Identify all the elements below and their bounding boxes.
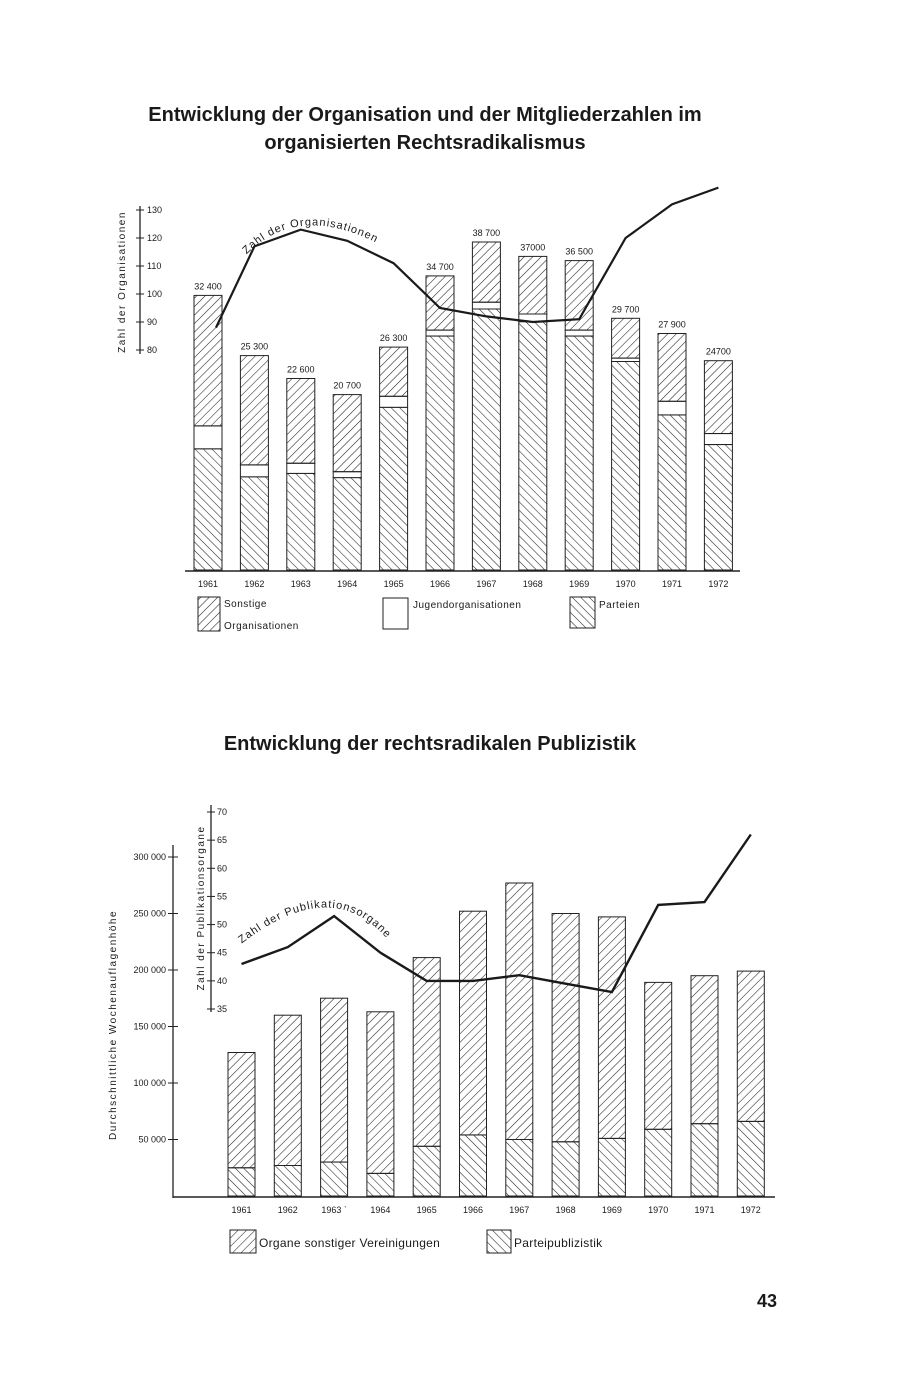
chart-2-bar-1963-organe-sonstiger-vereinigungen: [321, 998, 348, 1162]
chart-1-bar-1967-sonstige-organisationen: [472, 242, 500, 302]
chart-1-bar-1961-sonstige-organisationen: [194, 295, 222, 426]
chart-2-bar-1967-parteipublizistik: [506, 1140, 533, 1197]
chart-1-left-tick-100: 100: [147, 289, 163, 299]
chart-1-line-label-textpath: Zahl der Organisationen: [240, 216, 381, 257]
chart-1-left-axis: [117, 205, 162, 355]
chart-2-inner-ticks: [207, 807, 227, 1014]
chart-1-bar-1964-parteien: [333, 478, 361, 570]
chart-2-inner-tick-60: 60: [217, 863, 228, 874]
chart-2-bar-1972-parteipublizistik: [737, 1121, 764, 1196]
chart-1-bar-1965-sonstige-organisationen: [380, 347, 408, 396]
chart-2-bar-1970-parteipublizistik: [645, 1129, 672, 1196]
chart-2-x-label-1966: 1966: [462, 1205, 484, 1215]
chart-1-value-label-1966: 34 700: [426, 261, 454, 272]
chart-2-x-label-1971: 1971: [694, 1205, 715, 1215]
chart-1-value-label-1964: 20 700: [333, 380, 361, 391]
chart-2-line-label-textpath: Zahl der Publikationsorgane: [236, 898, 394, 947]
chart-1-x-label-1964: 1964: [337, 579, 358, 589]
legend-swatch-parteipublizistik: [487, 1230, 511, 1253]
chart-1-bar-1961-jugendorganisationen: [194, 426, 222, 449]
chart-1-left-tick-130: 130: [147, 205, 163, 215]
legend-swatch-sonstige: [198, 597, 220, 631]
chart-2-bar-1971-organe-sonstiger-vereinigungen: [691, 976, 718, 1124]
chart-2-x-label-1965: 1965: [416, 1205, 437, 1215]
chart-2-bar-1962-organe-sonstiger-vereinigungen: [274, 1015, 301, 1165]
chart-1-value-label-1971: 27 900: [658, 319, 686, 330]
chart-1-legend-sonstige: [198, 597, 299, 632]
chart-2-bar-1970-organe-sonstiger-vereinigungen: [645, 982, 672, 1129]
chart-1-left-axis-label: Zahl der Organisationen: [117, 211, 128, 353]
chart-2-left-axis-label: Durchschnittliche Wochenauflagenhöhe: [108, 909, 119, 1141]
chart-1-bar-1967-parteien: [472, 309, 500, 570]
chart-2-bar-1965-organe-sonstiger-vereinigungen: [413, 958, 440, 1147]
chart-1-left-tick-80: 80: [147, 345, 158, 355]
chart-2-title: Entwicklung der rechtsradikalen Publizistik: [223, 733, 637, 755]
legend-label-parteipublizistik: Parteipublizistik: [514, 1236, 603, 1250]
chart-2-bar-1971-parteipublizistik: [691, 1124, 718, 1196]
chart-1-x-label-1961: 1961: [197, 579, 219, 589]
chart-2-left-tick-0: 300 000: [133, 852, 166, 862]
chart-1-legend-jugend: [383, 598, 521, 629]
chart-1-left-tick-90: 90: [147, 317, 158, 327]
chart-1-bar-1970-jugendorganisationen: [612, 358, 640, 361]
chart-2: [108, 733, 775, 1253]
chart-2-left-tick-3: 150 000: [133, 1021, 166, 1032]
chart-1-bar-1962-jugendorganisationen: [240, 465, 268, 477]
chart-1-bar-1969-parteien: [565, 336, 593, 570]
chart-2-left-tick-2: 200 000: [133, 965, 166, 975]
chart-1-bar-1963-sonstige-organisationen: [287, 379, 315, 464]
chart-2-bar-1964-parteipublizistik: [367, 1173, 394, 1196]
chart-1-bars: [194, 242, 732, 570]
chart-2-bar-1961-organe-sonstiger-vereinigungen: [228, 1053, 255, 1168]
chart-1-bar-1963-jugendorganisationen: [287, 463, 315, 473]
chart-1-bar-1972-sonstige-organisationen: [704, 361, 732, 434]
chart-1-x-label-1966: 1966: [429, 579, 451, 589]
chart-1-x-label-1971: 1971: [661, 579, 683, 589]
chart-2-x-label-1968: 1968: [555, 1205, 576, 1215]
chart-1-bar-1971-sonstige-organisationen: [658, 334, 686, 402]
chart-1-bar-1969-jugendorganisationen: [565, 330, 593, 336]
chart-1-bar-1968-parteien: [519, 322, 547, 570]
chart-2-inner-axis: [196, 805, 227, 1014]
chart-1-bar-1965-jugendorganisationen: [380, 396, 408, 407]
chart-1-legend: [198, 597, 640, 632]
chart-2-bar-1963-parteipublizistik: [321, 1162, 348, 1196]
chart-2-x-labels: [231, 1205, 760, 1215]
chart-2-x-label-1963: 1963 ˋ: [321, 1205, 347, 1215]
chart-2-inner-tick-55: 55: [217, 891, 228, 902]
chart-1-bar-1962-parteien: [240, 477, 268, 570]
legend-label-jugendorganisationen: Jugendorganisationen: [413, 600, 522, 611]
legend-swatch-organe-sonstiger-vereinigungen: [230, 1230, 256, 1253]
chart-2-inner-tick-70: 70: [217, 807, 228, 817]
chart-2-bar-1968-parteipublizistik: [552, 1142, 579, 1196]
chart-1-legend-parteien: [570, 597, 640, 628]
chart-1-value-label-1968: 37000: [520, 242, 546, 253]
chart-2-bar-1966-organe-sonstiger-vereinigungen: [460, 911, 487, 1135]
chart-1-bar-1966-parteien: [426, 336, 454, 570]
chart-2-legend-partei: [487, 1230, 603, 1253]
chart-1-bar-1968-sonstige-organisationen: [519, 256, 547, 314]
chart-2-bars: [228, 883, 764, 1196]
chart-2-left-tick-5: 50 000: [138, 1134, 166, 1145]
chart-1-x-label-1965: 1965: [383, 579, 404, 589]
chart-1-x-label-1967: 1967: [476, 579, 497, 589]
chart-2-left-tick-4: 100 000: [133, 1078, 166, 1088]
chart-2-bar-1969-organe-sonstiger-vereinigungen: [598, 917, 625, 1139]
chart-2-inner-axis-label: Zahl der Publikationsorgane: [196, 825, 207, 991]
chart-2-inner-tick-45: 45: [217, 947, 228, 958]
chart-1-bar-1972-parteien: [704, 445, 732, 570]
chart-2-bar-1967-organe-sonstiger-vereinigungen: [506, 883, 533, 1140]
chart-1-x-label-1968: 1968: [522, 579, 543, 589]
chart-1-value-label-1969: 36 500: [565, 246, 593, 257]
chart-1-bar-1965-parteien: [380, 407, 408, 570]
chart-1-bar-1962-sonstige-organisationen: [240, 356, 268, 465]
chart-2-left-tick-1: 250 000: [133, 908, 166, 919]
chart-1-x-label-1969: 1969: [569, 579, 590, 589]
chart-1-bar-1961-parteien: [194, 449, 222, 570]
chart-1-bar-1966-jugendorganisationen: [426, 330, 454, 336]
chart-1-bar-1970-sonstige-organisationen: [612, 318, 640, 358]
chart-1-value-label-1965: 26 300: [379, 333, 408, 344]
chart-1-bar-1967-jugendorganisationen: [472, 302, 500, 309]
chart-1-value-label-1970: 29 700: [611, 304, 640, 315]
chart-2-x-label-1967: 1967: [509, 1205, 530, 1215]
chart-2-x-label-1962: 1962: [277, 1205, 298, 1215]
chart-1-title-line-1: Entwicklung der Organisation und der Mitgliederzahlen im: [148, 104, 702, 126]
chart-2-inner-tick-65: 65: [217, 835, 228, 846]
chart-1-value-label-1972: 24700: [705, 346, 731, 357]
legend-label-sonstige-line2: Organisationen: [224, 621, 299, 632]
chart-1-value-labels: [194, 228, 731, 391]
chart-2-bar-1961-parteipublizistik: [228, 1168, 255, 1196]
chart-2-bar-1964-organe-sonstiger-vereinigungen: [367, 1012, 394, 1174]
chart-2-bar-1965-parteipublizistik: [413, 1146, 440, 1196]
legend-label-sonstige-line1: Sonstige: [224, 599, 267, 610]
chart-2-legend: [230, 1230, 603, 1253]
chart-2-inner-tick-50: 50: [217, 919, 228, 930]
chart-1: [117, 104, 740, 632]
chart-2-x-label-1970: 1970: [648, 1205, 669, 1215]
chart-2-inner-tick-35: 35: [217, 1004, 228, 1014]
chart-2-inner-tick-40: 40: [217, 975, 228, 986]
chart-1-bar-1964-jugendorganisationen: [333, 472, 361, 478]
chart-1-x-label-1963: 1963: [290, 579, 311, 589]
chart-1-value-label-1962: 25 300: [240, 341, 269, 352]
chart-2-left-axis: [108, 845, 178, 1198]
chart-2-line-label-text: [236, 898, 393, 946]
chart-2-legend-organe: [230, 1230, 440, 1253]
chart-1-bar-1963-parteien: [287, 473, 315, 570]
chart-2-line-label: [236, 898, 393, 946]
chart-2-bar-1966-parteipublizistik: [460, 1135, 487, 1196]
page-number: 43: [756, 1291, 777, 1311]
chart-1-x-label-1962: 1962: [244, 579, 265, 589]
chart-2-bar-1962-parteipublizistik: [274, 1166, 301, 1197]
chart-2-left-ticks: [133, 852, 178, 1145]
legend-swatch-jugendorganisationen: [383, 598, 408, 629]
legend-swatch-parteien: [570, 597, 595, 628]
legend-label-parteien: Parteien: [599, 600, 641, 611]
chart-1-x-label-1972: 1972: [708, 579, 729, 589]
chart-1-bar-1971-jugendorganisationen: [658, 401, 686, 415]
chart-2-bar-1968-organe-sonstiger-vereinigungen: [552, 914, 579, 1142]
chart-1-bar-1966-sonstige-organisationen: [426, 276, 454, 330]
chart-1-title-line-2: organisierten Rechtsradikalismus: [264, 132, 586, 154]
chart-1-bar-1964-sonstige-organisationen: [333, 395, 361, 472]
chart-2-x-label-1969: 1969: [601, 1205, 622, 1215]
chart-2-x-label-1961: 1961: [231, 1205, 252, 1215]
chart-1-left-tick-110: 110: [147, 261, 162, 271]
chart-1-bar-1970-parteien: [612, 362, 640, 571]
chart-2-bar-1972-organe-sonstiger-vereinigungen: [737, 971, 764, 1121]
chart-2-x-label-1964: 1964: [370, 1205, 391, 1215]
chart-1-bar-1971-parteien: [658, 415, 686, 570]
chart-1-value-label-1961: 32 400: [194, 281, 222, 292]
chart-2-bar-1969-parteipublizistik: [598, 1138, 625, 1196]
chart-1-x-labels: [198, 579, 728, 589]
chart-1-bar-1972-jugendorganisationen: [704, 434, 732, 445]
chart-1-value-label-1967: 38 700: [472, 228, 501, 238]
chart-1-value-label-1963: 22 600: [287, 364, 315, 375]
chart-2-x-label-1972: 1972: [740, 1205, 761, 1215]
chart-1-left-tick-120: 120: [147, 233, 163, 243]
legend-label-organe-sonstiger-vereinigungen: Organe sonstiger Vereinigungen: [259, 1236, 441, 1250]
chart-1-line-label-text: [240, 216, 380, 256]
chart-2-publications-line: [242, 835, 751, 993]
chart-1-organisations-line: [216, 188, 718, 328]
chart-1-x-label-1970: 1970: [615, 579, 636, 589]
